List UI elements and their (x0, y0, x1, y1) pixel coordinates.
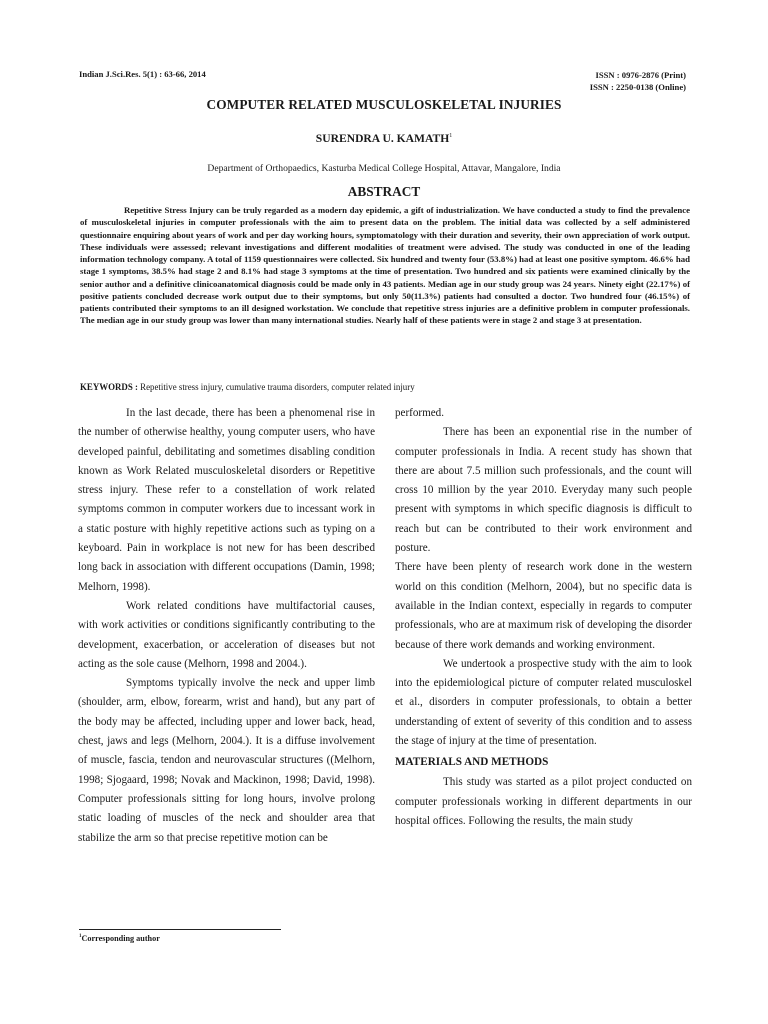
author-line (0, 132, 768, 145)
article-title: COMPUTER RELATED MUSCULOSKELETAL INJURIES (206, 97, 562, 112)
footnote-text: Corresponding author (81, 934, 160, 943)
body-column-left (78, 404, 375, 848)
footnote-divider (79, 929, 281, 930)
section-heading-methods: MATERIALS AND METHODS (395, 756, 549, 769)
issn-block (590, 69, 686, 93)
keywords-label: KEYWORDS : (80, 382, 138, 392)
body-paragraph: This study was started as a pilot project conducted on computer professionals working in different departments in our hospital offices. Following the results, the main study (395, 776, 692, 827)
issn-print: ISSN : 0976-2876 (Print) (595, 70, 686, 80)
issn-online: ISSN : 2250-0138 (Online) (589, 82, 686, 92)
body-paragraph: In the last decade, there has been a phenomenal rise in the number of otherwise healthy, young computer users, who have developed painful, debilitating and sometimes disabling condition known as Work Related musculoskeletal disorders or Repetitive stress injury. These refer to a constellation of work related symptoms common in computer workers due to incessant work in a static posture with highly repetitive actions such as typing on a keyboard. Pain in workplace is not new for has been described long back in association with different occupations (Damin, 1998; Melhorn, 1998). (78, 407, 375, 593)
body-paragraph: We undertook a prospective study with the aim to look into the epidemiological picture of computer related musculoskel et al., disorders in computer professionals, to obtain a better understanding of extent of severity of this condition and to assess the stage of injury at the time of presentation. (395, 657, 692, 748)
abstract-heading: ABSTRACT (347, 184, 421, 199)
body-paragraph-continued: performed. (395, 407, 444, 419)
footnote (79, 934, 160, 943)
abstract-text: Repetitive Stress Injury can be truly regarded as a modern day epidemic, a gift of industrialization. We have conducted a study to find the prevalence of musculoskeletal injuries in computer professionals with the aim to present data on the problem. The initial data was collected by a self administered questionnaire enquiring about years of work and per day working hours, symptomatology with their duration and severity, their own appreciation of work output. These individuals were assessed; relevant investigations and different modalities of treatment were advised. The study was conducted in one of the leading information technology company. A total of 1159 questionnaires were collected. Six hundred and twenty four (53.8%) had at least one positive symptom. 46.6% had stage 1 symptoms, 38.5% had stage 2 and 8.1% had stage 3 symptoms at the time of presentation. Two hundred and six patients were examined clinically by the senior author and a definitive clinicoanatomical diagnosis could be made only in 43 patients. Median age in our study group was 24 years. Ninety eight (22.17%) of positive patients concluded decrease work output due to their symptoms, but only 50(11.3%) patients had consulted a doctor. Two hundred four (46.15%) of patients contributed their symptoms to an ill designed workstation. We conclude that repetitive stress injuries are a definitive problem in computer professionals. The median age in our study group was lower than many international studies. Nearly half of these patients were in stage 2 and stage 3 at presentation. (80, 205, 690, 326)
affiliation: Department of Orthopaedics, Kasturba Medical College Hospital, Attavar, Mangalore, India (207, 163, 561, 174)
author-footnote-mark: 1 (449, 133, 453, 139)
keywords-text: Repetitive stress injury, cumulative trauma disorders, computer related injury (137, 382, 415, 392)
body-paragraph: There have been plenty of research work done in the western world on this condition (Melhorn, 2004), but no specific data is available in the Indian context, especially in regards to computer professionals, who are at maximum risk of developing the disorder because of there work demands and working environment. (395, 561, 692, 651)
body-paragraph: Work related conditions have multifactorial causes, with work activities or conditions significantly contributing to the development, exacerbation, or acceleration of diseases but not acting as the sole cause (Melhorn, 1998 and 2004.). (78, 599, 375, 670)
keywords-line (80, 382, 415, 392)
body-paragraph: Symptoms typically involve the neck and upper limb (shoulder, arm, elbow, forearm, wrist and hand), but any part of the body may be affected, including upper and lower back, head, chest, jaws and legs (Melhorn, 2004.). It is a diffuse involvement of muscle, fascia, tendon and neurovascular structures ((Melhorn, 1998; Sjogaard, 1998; Novak and Mackinon, 1998; David, 1998). Computer professionals sitting for long hours, involve prolong static loading of muscles of the neck and shoulder area that stabilize the arm so that precise repetitive motion can be (78, 677, 375, 844)
body-paragraph: There has been an exponential rise in the number of computer professionals in India. A recent study has shown that there are about 7.5 million such professionals, and the count will cross 10 million by the year 2010. Everyday many such people present with symptoms in which specific diagnosis is difficult to reach but can be contributed to their work environment and posture. (395, 426, 692, 555)
footnote-mark: 1 (79, 934, 82, 939)
author-name: SURENDRA U. KAMATH (315, 132, 450, 145)
journal-citation: Indian J.Sci.Res. 5(1) : 63-66, 2014 (79, 69, 206, 79)
body-column-right (395, 404, 692, 831)
